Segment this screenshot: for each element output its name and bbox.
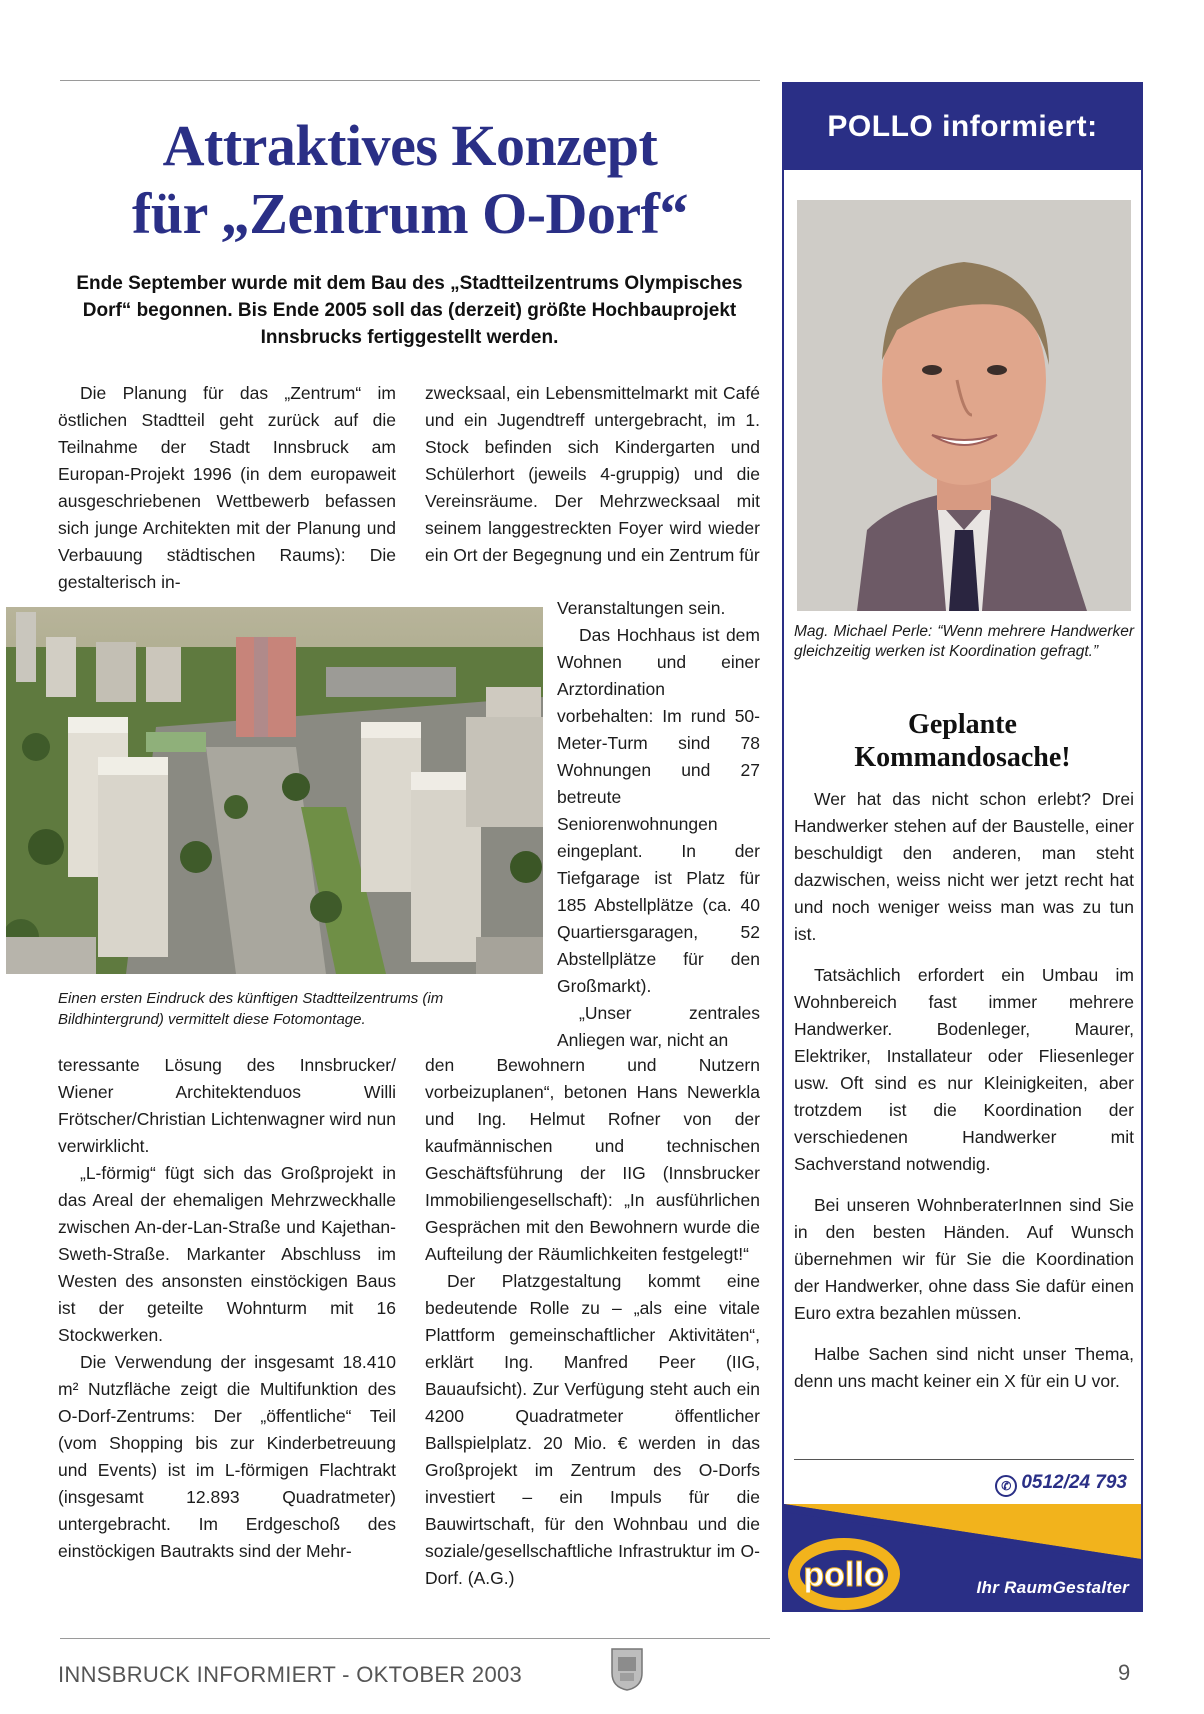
page-number: 9 xyxy=(1118,1660,1131,1685)
headline-line-2: für „Zentrum O-Dorf“ xyxy=(132,181,688,246)
portrait-caption: Mag. Michael Perle: “Wenn mehrere Handwerker gleichzeitig werken ist Koordination gefragt.” xyxy=(794,623,1134,660)
paragraph: Halbe Sachen sind nicht unser Thema, denn uns macht keiner ein X für ein U vor. xyxy=(794,1344,1134,1391)
column-1-top xyxy=(58,380,396,596)
publication-footer: INNSBRUCK INFORMIERT - OKTOBER 2003 xyxy=(58,1662,523,1687)
portrait-image xyxy=(797,200,1131,611)
aerial-photo-image xyxy=(6,607,543,974)
paragraph: Bei unseren WohnberaterInnen sind Sie in den besten Händen. Auf Wunsch übernehmen wir für Sie die Koordination der Handwerker, ohne dass Sie dafür einen Euro extra bezahlen müssen. xyxy=(794,1195,1134,1323)
sidebar-title xyxy=(784,708,1141,774)
column-1-bottom xyxy=(58,1052,396,1565)
slogan: Ihr RaumGestalter xyxy=(976,1578,1129,1597)
portrait-photo xyxy=(797,200,1131,611)
sidebar-title-line-2: Kommandosache! xyxy=(854,742,1071,773)
sidebar-header: POLLO informiert: xyxy=(784,84,1141,170)
paragraph: Das Hochhaus ist dem Wohnen und einer Arztordination vorbehalten: Im rund 50-Meter-Turm sind 78 Wohnungen und 27 betreute Seniorenwohnungen eingeplant. In der Tiefgarage ist Platz für 185 Abstellplätze (ca. 40 Quartiersgaragen, 52 Abstellplätze für den Großmarkt). xyxy=(557,625,760,996)
article-headline xyxy=(60,112,760,248)
paragraph: Tatsächlich erfordert ein Umbau im Wohnbereich fast immer mehrere Handwerker. Bodenleger, Maurer, Elektriker, Installateur oder Fliesenleger usw. Oft sind es nur Kleinigkeiten, aber trotzdem ist die Koordination der verschiedenen Handwerker mit Sachverstand notwendig. xyxy=(794,965,1134,1174)
paragraph: den Bewohnern und Nutzern vorbeizuplanen“, betonen Hans Newerkla und Ing. Helmut Rofner von der kaufmännischen und technischen Geschäftsführung der IIG (Innsbrucker Immobiliengesellschaft): „In ausführlichen Gesprächen mit den Bewohnern wurde die Aufteilung der Räumlichkeiten festgelegt!“ xyxy=(425,1055,760,1264)
pollo-sidebar xyxy=(782,82,1143,1612)
paragraph: Die Planung für das „Zentrum“ im östlichen Stadtteil geht zurück auf die Teilnahme der Stadt Innsbruck am Europan-Projekt 1996 (in dem europaweit ausgeschriebenen Wettbewerb befassen sich junge Architekten mit der Planung und Verbauung städtischen Raums): Die gestalterisch in- xyxy=(58,383,396,592)
headline-line-1: Attraktives Konzept xyxy=(162,113,658,178)
phone-number-text: 0512/24 793 xyxy=(1021,1472,1127,1493)
paragraph: Die Verwendung der insgesamt 18.410 m² Nutzfläche zeigt die Multifunktion des O-Dorf-Zentrums: Der „öffentliche“ Teil (vom Shopping bis zur Kinderbetreuung und Events) ist im L-förmigen Flachtrakt (insgesamt 12.893 Quadratmeter) untergebracht. Im Erdgeschoß des einstöckigen Bautrakts sind der Mehr- xyxy=(58,1352,396,1561)
column-2-narrow xyxy=(557,595,760,1054)
photo-caption: Einen ersten Eindruck des künftigen Stadtteilzentrums (im Bildhintergrund) vermittelt diese Fotomontage. xyxy=(58,990,444,1028)
sidebar-divider xyxy=(794,1459,1134,1460)
footer-rule xyxy=(60,1638,770,1639)
paragraph: „Unser zentrales Anliegen war, nicht an xyxy=(557,1003,760,1050)
column-2-bottom xyxy=(425,1052,760,1592)
phone-icon: ✆ xyxy=(995,1475,1017,1497)
pollo-banner xyxy=(784,1504,1141,1610)
paragraph: Wer hat das nicht schon erlebt? Drei Handwerker stehen auf der Baustelle, einer beschuldigt den anderen, man steht dazwischen, weiss nicht wer jetzt recht hat und noch weniger weiss man was zu tun ist. xyxy=(794,789,1134,944)
pollo-logo-text: pollo xyxy=(803,1556,885,1594)
phone-number xyxy=(995,1472,1127,1497)
column-2-top xyxy=(425,380,760,569)
top-rule xyxy=(60,80,760,81)
sidebar-title-line-1: Geplante xyxy=(908,709,1017,740)
paragraph: „L-förmig“ fügt sich das Großprojekt in das Areal der ehemaligen Mehrzweckhalle zwischen An-der-Lan-Straße und Kajethan-Sweth-Straße. Markanter Abschluss im Westen des ansonsten einstöckigen Baus ist der geteilte Wohnturm mit 16 Stockwerken. xyxy=(58,1163,396,1345)
city-crest-icon xyxy=(610,1647,644,1691)
paragraph: Der Platzgestaltung kommt eine bedeutende Rolle zu – „als eine vitale Plattform gemeinschaftlicher Aktivitäten“, erklärt Ing. Manfred Peer (IIG, Bauaufsicht). Zur Verfügung steht auch ein 4200 Quadratmeter öffentlicher Ballspielplatz. 20 Mio. € werden in das Großprojekt im Zentrum des O-Dorfs investiert – ein Impuls für die Bauwirtschaft, für den Wohnbau und die soziale/gesellschaftliche Infrastruktur im O-Dorf. (A.G.) xyxy=(425,1271,760,1588)
aerial-photo-montage xyxy=(6,607,543,974)
article-lead: Ende September wurde mit dem Bau des „Stadtteilzentrums Olympisches Dorf“ begonnen. Bis Ende 2005 soll das (derzeit) größte Hochbauprojekt Innsbrucks fertiggestellt werden. xyxy=(76,273,743,348)
sidebar-body xyxy=(794,786,1134,1409)
paragraph: zwecksaal, ein Lebensmittelmarkt mit Café und ein Jugendtreff untergebracht, im 1. Stock befinden sich Kindergarten und Schülerhort (jeweils 4-gruppig) und die Vereinsräume. Der Mehrzwecksaal mit seinem langgestreckten Foyer wird wieder ein Ort der Begegnung und ein Zentrum für xyxy=(425,383,760,565)
paragraph: Veranstaltungen sein. xyxy=(557,598,726,618)
paragraph: teressante Lösung des Innsbrucker/ Wiener Architektenduos Willi Frötscher/Christian Lichtenwagner wird nun verwirklicht. xyxy=(58,1055,396,1156)
